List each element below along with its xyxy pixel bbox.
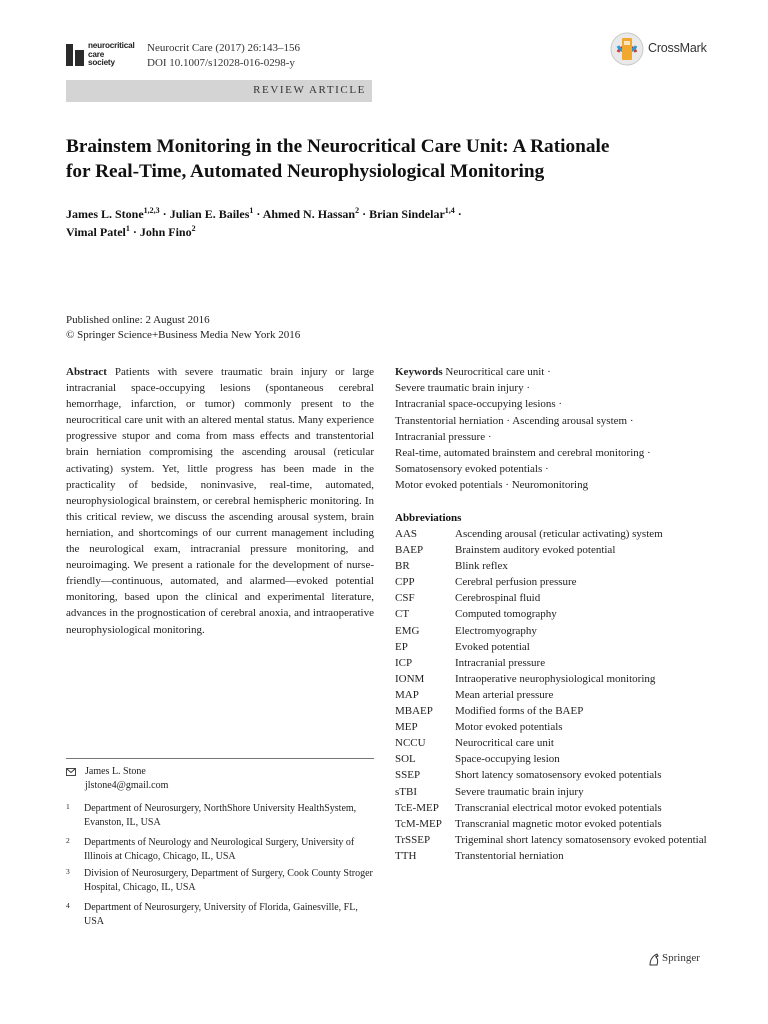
affiliation-text: Departments of Neurology and Neurological Surgery, University of Illinois at Chicago, Chicago, IL, USA [84, 837, 355, 862]
abbreviation-row [395, 816, 715, 832]
correspondence-email[interactable]: jlstone4@gmail.com [85, 780, 169, 791]
abbreviation: TcM-MEP [395, 817, 442, 830]
affiliation-text: Department of Neurosurgery, NorthShore University HealthSystem, Evanston, IL, USA [84, 803, 357, 828]
abbreviation: TrSSEP [395, 833, 431, 846]
author-separator: · [129, 225, 140, 239]
abbreviation-row [395, 574, 715, 590]
abbreviation-definition: Blink reflex [455, 560, 508, 573]
abbreviation: BR [395, 560, 410, 573]
abbreviation: BAEP [395, 544, 424, 557]
author-affiliation-sup: 1,2,3 [143, 206, 160, 215]
doi-link[interactable]: DOI 10.1007/s12028-016-0298-y [147, 57, 295, 69]
author-name[interactable]: John Fino [139, 225, 192, 239]
logo-line-2: care [88, 49, 105, 59]
author-separator: · [159, 207, 170, 221]
abbreviation: NCCU [395, 737, 426, 750]
published-date: Published online: 2 August 2016 [66, 314, 210, 326]
article-type-bar [66, 80, 372, 102]
abbreviation-definition: Mean arterial pressure [455, 688, 554, 701]
keyword-text: Neurocritical care unit · [445, 366, 551, 378]
abbreviation: SOL [395, 753, 416, 766]
author-name[interactable]: Julian E. Bailes [169, 207, 250, 221]
abbreviation-row [395, 719, 715, 735]
author-affiliation-sup: 1 [125, 224, 130, 233]
abbreviation: EMG [395, 624, 420, 637]
crossmark-label: CrossMark [648, 41, 707, 55]
abbreviation: TcE-MEP [395, 801, 439, 814]
abbreviation-row [395, 687, 715, 703]
author-affiliation-sup: 1,4 [444, 206, 455, 215]
abbreviation: CPP [395, 576, 415, 589]
abbreviation-definition: Computed tomography [455, 608, 557, 621]
abbreviation-row [395, 703, 715, 719]
author-affiliation-sup: 1 [249, 206, 254, 215]
abbreviation-row [395, 623, 715, 639]
abbreviations-heading: Abbreviations [395, 512, 462, 524]
abbreviation: MAP [395, 688, 419, 701]
abbreviation-row [395, 848, 715, 864]
keyword-line: Intracranial space-occupying lesions · [395, 398, 563, 411]
author-separator: · [454, 207, 462, 221]
society-logo-icon [66, 44, 84, 66]
abbreviation-row [395, 590, 715, 606]
abstract-label: Abstract [66, 366, 107, 378]
abbreviation-definition: Short latency somatosensory evoked potentials [455, 769, 662, 782]
abbreviation-definition: Space-occupying lesion [455, 753, 560, 766]
publisher-name: Springer [662, 952, 700, 964]
affiliation-number: 1 [66, 802, 70, 811]
author-line-2 [66, 223, 706, 241]
title-line-1: Brainstem Monitoring in the Neurocritical Care Unit: A Rationale [66, 136, 610, 157]
abbreviation: SSEP [395, 769, 421, 782]
journal-citation: Neurocrit Care (2017) 26:143–156 [147, 42, 301, 54]
affiliation-text: Division of Neurosurgery, Department of Surgery, Cook County Stroger Hospital, Chicago, IL, USA [84, 868, 373, 893]
springer-horse-icon [648, 953, 660, 966]
affiliation-number: 4 [66, 901, 70, 910]
abbreviation-definition: Evoked potential [455, 640, 530, 653]
abbreviation: CT [395, 608, 410, 621]
abbreviation-definition: Transcranial magnetic motor evoked potentials [455, 817, 662, 830]
keywords-label: Keywords [395, 366, 443, 378]
envelope-icon [66, 768, 76, 776]
author-name[interactable]: Brian Sindelar [369, 207, 445, 221]
affiliation-number: 3 [66, 867, 70, 876]
abbreviation: EP [395, 640, 408, 653]
title-line-2: for Real-Time, Automated Neurophysiological Monitoring [66, 161, 545, 182]
copyright-notice: © Springer Science+Business Media New York 2016 [66, 329, 301, 341]
article-title [66, 134, 706, 184]
abbreviation-row [395, 542, 715, 558]
abbreviation-definition: Neurocritical care unit [455, 737, 554, 750]
abbreviation-definition: Electromyography [455, 624, 537, 637]
abbreviation-row [395, 832, 715, 848]
keyword-line: Severe traumatic brain injury · [395, 382, 531, 395]
author-separator: · [253, 207, 263, 221]
logo-line-3: society [88, 58, 115, 68]
abstract-text: Patients with severe traumatic brain injury or large intracranial space-occupying lesions (spontaneous cerebral hemorrhage, infarction, or tumor) commonly present to the neurocritical care unit with an altered mental status. Many experience progressive stupor and coma from mass effects and transtentorial brain herniation compromising the ascending arousal (reticular activating) system. Yet, little progress has been made in the practicality of bedside, noninvasive, real-time, automated, neurophysiological brainstem, or cerebral hemispheric monitoring. In this critical review, we discuss the ascending arousal system, brain herniation, and shortcomings of our current management including the neurological exam, intracranial pressure monitoring, and neuroimaging. We present a rationale for the development of nurse-friendly—continuous, automated, and alarmed—evoked potential monitoring, based upon the clinical and experimental literature, advances in the prognostication of cerebral anoxia, and intraoperative neurophysiological monitoring. [66, 366, 374, 636]
article-type: REVIEW ARTICLE [253, 84, 366, 96]
abbreviation-definition: Trigeminal short latency somatosensory evoked potential [455, 833, 707, 846]
keyword-line: Intracranial pressure · [395, 430, 492, 443]
author-name[interactable]: Ahmed N. Hassan [262, 207, 356, 221]
abbreviation-row [395, 671, 715, 687]
author-affiliation-sup: 2 [191, 224, 196, 233]
abbreviation: sTBI [395, 785, 417, 798]
abbreviation: CSF [395, 592, 415, 605]
abbreviation-row [395, 606, 715, 622]
abbreviation-row [395, 639, 715, 655]
author-separator: · [359, 207, 370, 221]
abbreviation: AAS [395, 528, 418, 540]
abbreviation-definition: Motor evoked potentials [455, 721, 563, 734]
keyword-line: Somatosensory evoked potentials · [395, 463, 549, 476]
crossmark-badge[interactable] [610, 32, 710, 68]
abbreviation: ICP [395, 656, 413, 669]
affiliation-number: 2 [66, 836, 70, 845]
abbreviation-row [395, 655, 715, 671]
abbreviation: MBAEP [395, 705, 433, 718]
abbreviation-row [395, 735, 715, 751]
abbreviations-list [395, 526, 715, 864]
abbreviation-definition: Intraoperative neurophysiological monitoring [455, 672, 656, 685]
abbreviation: IONM [395, 672, 425, 685]
keyword-line: Motor evoked potentials · Neuromonitoring [395, 479, 589, 492]
logo-line-1: neurocritical [88, 41, 135, 50]
abbreviation-definition: Cerebral perfusion pressure [455, 576, 577, 589]
abbreviation-row [395, 558, 715, 574]
abbreviation-definition: Transcranial electrical motor evoked potentials [455, 801, 662, 814]
abbreviation-definition: Cerebrospinal fluid [455, 592, 541, 605]
author-line-1 [66, 205, 706, 223]
keyword-line [395, 364, 715, 380]
abbreviation: TTH [395, 849, 417, 862]
author-name[interactable]: Vimal Patel [66, 225, 126, 239]
crossmark-icon [610, 32, 644, 66]
abbreviation-definition: Severe traumatic brain injury [455, 785, 584, 798]
abbreviation-definition: Intracranial pressure [455, 656, 546, 669]
abbreviation-row [395, 751, 715, 767]
abbreviation-definition: Brainstem auditory evoked potential [455, 544, 616, 557]
abbreviation-row [395, 526, 715, 542]
footnote-divider [66, 758, 374, 759]
keyword-line: Real-time, automated brainstem and cerebral monitoring · [395, 447, 651, 460]
correspondence-name: James L. Stone [85, 766, 146, 777]
author-affiliation-sup: 2 [355, 206, 360, 215]
abbreviation-row [395, 767, 715, 783]
abbreviation-definition: Modified forms of the BAEP [455, 705, 584, 718]
abbreviation-row [395, 800, 715, 816]
abstract [66, 364, 374, 638]
keyword-line: Transtentorial herniation · Ascending arousal system · [395, 414, 634, 427]
abbreviation-definition: Transtentorial herniation [455, 849, 564, 862]
affiliation-text: Department of Neurosurgery, University of Florida, Gainesville, FL, USA [84, 902, 358, 927]
author-list [66, 205, 706, 241]
keywords [395, 364, 715, 494]
abbreviation-definition: Ascending arousal (reticular activating) system [455, 528, 663, 540]
abbreviation: MEP [395, 721, 418, 734]
author-name[interactable]: James L. Stone [66, 207, 144, 221]
society-logo [66, 42, 142, 70]
abbreviation-row [395, 784, 715, 800]
